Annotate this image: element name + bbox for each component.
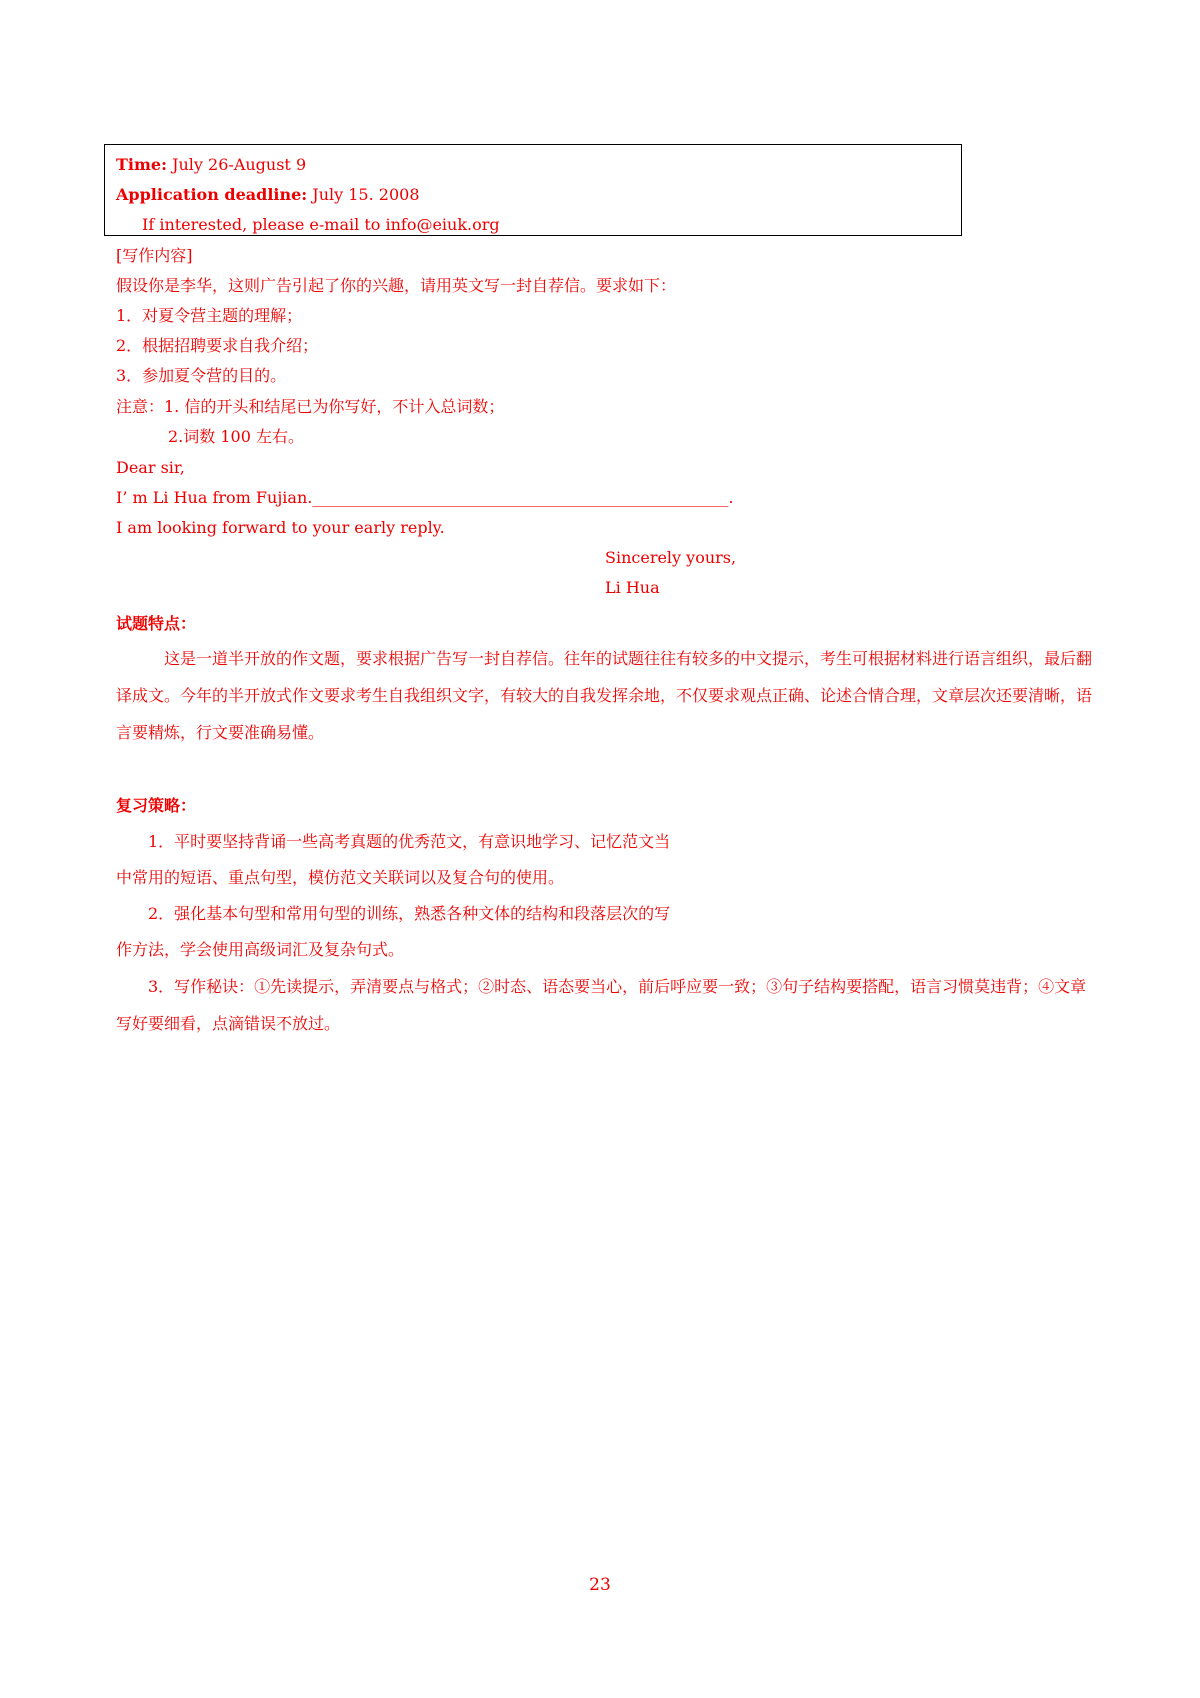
ad-time-line: [116, 155, 306, 175]
strategy-item-1-line-1: 1．平时要坚持背诵一些高考真题的优秀范文，有意识地学习、记忆范文当: [148, 832, 671, 851]
ad-deadline-label: Application deadline:: [116, 185, 308, 204]
letter-sign-off: Sincerely yours,: [605, 548, 737, 567]
task-intro: 假设你是李华，这则广告引起了你的兴趣，请用英文写一封自荐信。要求如下：: [116, 276, 677, 295]
ad-deadline-line: [116, 185, 420, 205]
letter-greeting: Dear sir,: [116, 458, 185, 477]
letter-closing-line: I am looking forward to your early reply.: [116, 518, 445, 537]
ad-contact: If interested, please e-mail to info@eiuk.org: [142, 215, 500, 234]
strategy-item-3: 3．写作秘诀：①先读提示，弄清要点与格式；②时态、语态要当心，前后呼应要一致；③句子结构要搭配，语言习惯莫违背；④文章写好要细看，点滴错误不放过。: [116, 977, 1087, 1033]
task-note-1: 注意：1. 信的开头和结尾已为你写好，不计入总词数；: [116, 397, 505, 416]
task-section-label: [写作内容]: [116, 246, 193, 265]
ad-time-value: July 26-August 9: [167, 155, 307, 174]
features-body: 这是一道半开放的作文题，要求根据广告写一封自荐信。往年的试题往往有较多的中文提示，考生可根据材料进行语言组织，最后翻译成文。今年的半开放式作文要求考生自我组织文字，有较大的自我发挥余地，不仅要求观点正确、论述合情合理，文章层次还要清晰，语言要精炼，行文要准确易懂。: [116, 649, 1093, 742]
task-requirement-3: 3．参加夏令营的目的。: [116, 366, 287, 385]
strategy-heading: 复习策略：: [116, 796, 197, 815]
letter-opening: I’ m Li Hua from Fujian.____________________________________________________.: [116, 488, 734, 507]
task-requirement-2: 2．根据招聘要求自我介绍；: [116, 336, 319, 355]
task-note-2: 2.词数 100 左右。: [168, 427, 304, 446]
letter-signature: Li Hua: [605, 578, 660, 597]
strategy-item-1-line-2: 中常用的短语、重点句型，模仿范文关联词以及复合句的使用。: [116, 868, 565, 887]
page-number: 23: [589, 1575, 611, 1595]
strategy-item-2-line-1: 2．强化基本句型和常用句型的训练，熟悉各种文体的结构和段落层次的写: [148, 904, 671, 923]
ad-deadline-value: July 15. 2008: [307, 185, 420, 204]
features-heading: 试题特点：: [116, 614, 197, 633]
task-requirement-1: 1．对夏令营主题的理解；: [116, 306, 303, 325]
ad-time-label: Time:: [116, 155, 167, 174]
strategy-item-2-line-2: 作方法，学会使用高级词汇及复杂句式。: [116, 940, 405, 959]
